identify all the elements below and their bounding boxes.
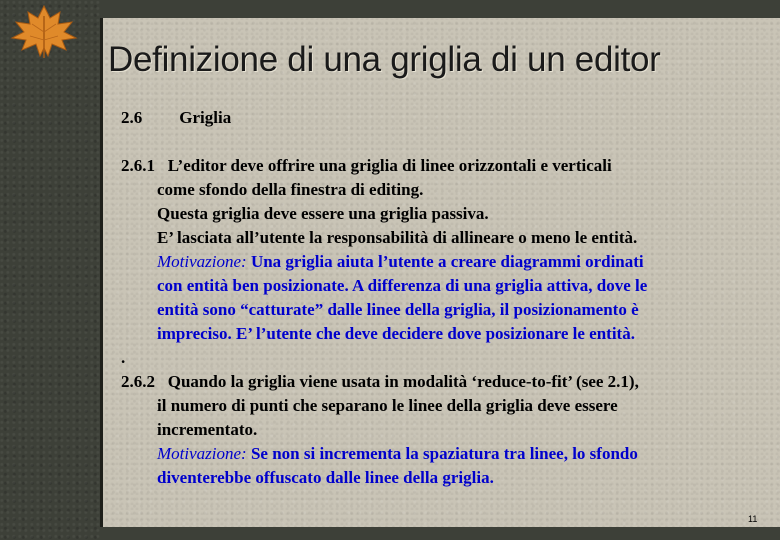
bottom-decorative-bar xyxy=(100,527,780,540)
requirement-text-line: come sfondo della finestra di editing. xyxy=(157,180,424,199)
requirement-text-line: Quando la griglia viene usata in modalità ‘reduce-to-fit’ (see 2.1), xyxy=(167,372,639,391)
requirement-number: 2.6.1 xyxy=(121,156,155,175)
motivation-line: entità sono “catturate” dalle linee della griglia, il posizionamento è xyxy=(157,300,639,319)
requirement-2-6-1 xyxy=(121,154,741,346)
section-number: 2.6 xyxy=(121,108,143,127)
requirement-text-line: Questa griglia deve essere una griglia passiva. xyxy=(157,204,489,223)
motivation-label: Motivazione: xyxy=(157,252,247,271)
left-decorative-band xyxy=(0,0,100,540)
slide-title: Definizione di una griglia di un editor xyxy=(108,40,661,79)
motivation-line xyxy=(121,442,741,466)
top-decorative-bar xyxy=(100,0,780,18)
slide-body xyxy=(121,106,741,490)
vertical-divider xyxy=(100,18,103,527)
motivation-text: Una griglia aiuta l’utente a creare diagrammi ordinati xyxy=(246,252,644,271)
requirement-number: 2.6.2 xyxy=(121,372,155,391)
motivation-line xyxy=(121,250,741,274)
motivation-line: diventerebbe offuscato dalle linee della griglia. xyxy=(157,468,494,487)
motivation-line: con entità ben posizionate. A differenza di una griglia attiva, dove le xyxy=(157,276,648,295)
section-label: Griglia xyxy=(179,108,232,127)
motivation-line: impreciso. E’ l’utente che deve decidere dove posizionare le entità. xyxy=(157,324,635,343)
requirement-2-6-2 xyxy=(121,370,741,490)
section-heading xyxy=(121,106,741,130)
requirement-text-line: incrementato. xyxy=(157,420,258,439)
requirement-text-line: il numero di punti che separano le linee della griglia deve essere xyxy=(157,396,618,415)
maple-leaf-icon xyxy=(4,2,84,60)
page-number: 11 xyxy=(748,514,758,524)
requirement-text-line: L’editor deve offrire una griglia di linee orizzontali e verticali xyxy=(167,156,612,175)
motivation-label: Motivazione: xyxy=(157,444,247,463)
stray-dot: . xyxy=(121,348,126,367)
requirement-text-line: E’ lasciata all’utente la responsabilità di allineare o meno le entità. xyxy=(157,228,638,247)
motivation-text: Se non si incrementa la spaziatura tra linee, lo sfondo xyxy=(246,444,638,463)
